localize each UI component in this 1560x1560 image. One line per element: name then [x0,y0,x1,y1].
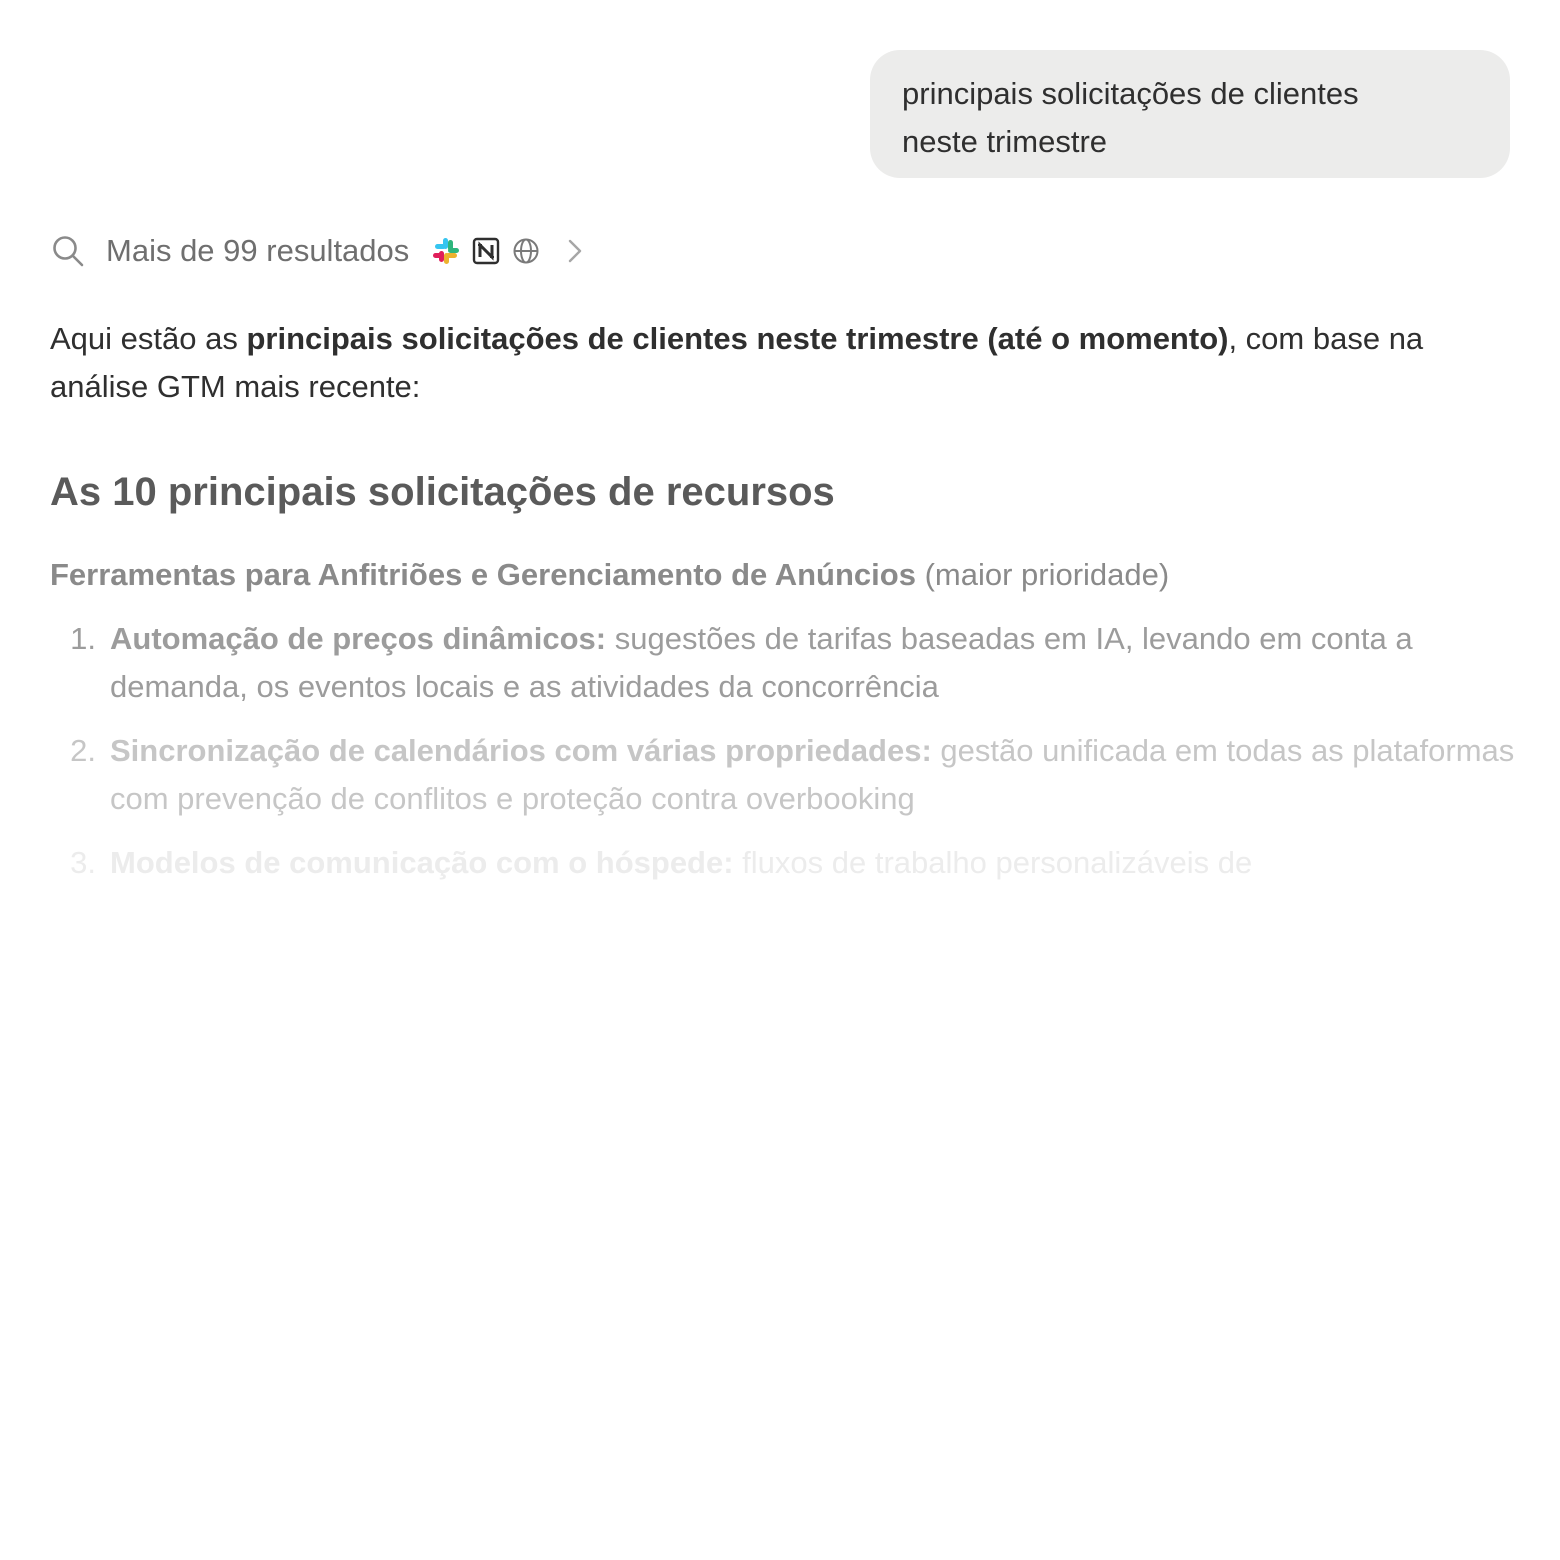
list-item-number: 1. [70,621,96,656]
list-item-text: gestão unificada em todas as plataformas com prevenção de conflitos e proteção contra overbooking [110,733,1515,816]
list-item-title: Automação de preços dinâmicos: [110,621,607,656]
category-title: Ferramentas para Anfitriões e Gerenciamento de Anúncios [50,557,916,592]
section-heading: As 10 principais solicitações de recursos [50,470,835,514]
list-item-title: Modelos de comunicação com o hóspede: [110,845,734,880]
list-item [50,727,1520,823]
list-item-text: sugestões de tarifas baseadas em IA, levando em conta a demanda, os eventos locais e as atividades da concorrência [110,621,1413,704]
search-results-toggle[interactable] [50,228,587,274]
list-item-text: fluxos de trabalho personalizáveis de [733,845,1253,880]
notion-icon [471,236,501,266]
list-item-body [110,727,1520,823]
list-item-body [110,839,1520,887]
list-item-title: Sincronização de calendários com várias propriedades: [110,733,932,768]
slack-icon [431,236,461,266]
chevron-right-icon [563,237,587,265]
list-item [50,615,1520,711]
list-item [50,839,1520,887]
list-item-number: 2. [70,733,96,768]
category-subheading [50,552,1169,598]
results-count-label: Mais de 99 resultados [106,233,410,268]
user-message-line-2: neste trimestre [902,124,1108,159]
intro-prefix: Aqui estão as [50,321,247,356]
list-item-body [110,615,1520,711]
intro-suffix: , com base na análise GTM mais recente: [50,321,1424,404]
category-note: (maior prioridade) [915,557,1170,592]
user-message-line-1: principais solicitações de clientes [902,76,1359,111]
intro-bold: principais solicitações de clientes neste trimestre (até o momento) [246,321,1229,356]
search-icon [50,233,86,269]
intro-paragraph [50,315,1520,411]
globe-icon [511,236,541,266]
feature-request-list [50,615,1520,903]
user-message-bubble [870,50,1510,178]
list-item-number: 3. [70,845,96,880]
